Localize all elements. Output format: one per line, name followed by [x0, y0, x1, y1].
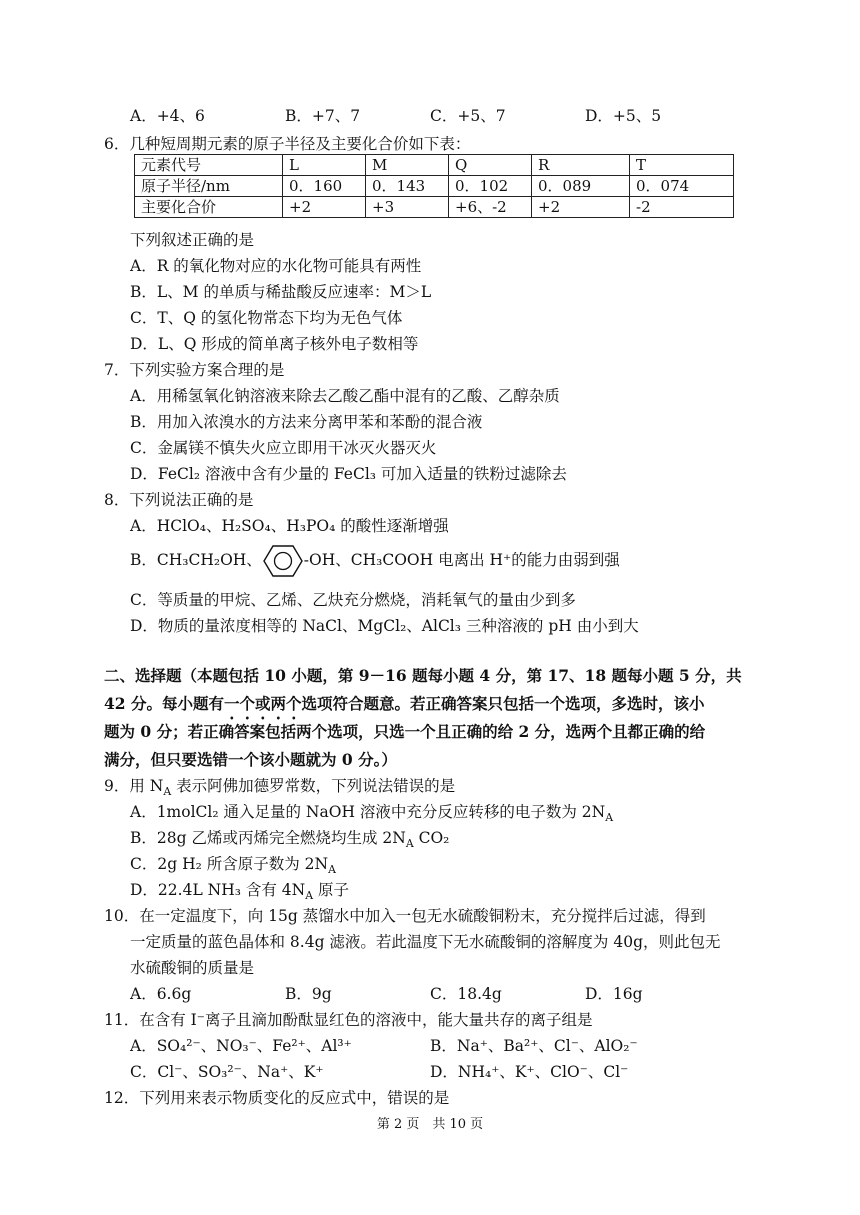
q10-options [130, 984, 643, 1004]
table-cell: L [283, 155, 366, 176]
q11-option-d: D．NH₄⁺、K⁺、ClO⁻、Cl⁻ [430, 1063, 629, 1081]
q9-option-c: C．2g H₂ 所含原子数为 $2N_A$ [130, 855, 336, 877]
q11-options-cd [130, 1062, 730, 1082]
table-cell: 0．160 [283, 176, 366, 197]
table-cell: R [532, 155, 630, 176]
table-cell: +6、-2 [449, 197, 532, 218]
table-cell: 元素代号 [135, 155, 283, 176]
q9-option-b: B．28g 乙烯或丙烯完全燃烧均生成 $2N_A$ CO₂ [130, 829, 450, 851]
q5-option-a: A．+4、6 [130, 107, 205, 125]
q8-option-d: D．物质的量浓度相等的 NaCl、MgCl₂、AlCl₃ 三种溶液的 pH 由小到大 [130, 617, 639, 635]
table-cell: 原子半径/nm [135, 176, 283, 197]
q8-option-c: C．等质量的甲烷、乙烯、乙炔充分燃烧，消耗氧气的量由少到多 [130, 591, 576, 609]
table-cell: 主要化合价 [135, 197, 283, 218]
q6-option-c: C．T、Q 的氢化物常态下均为无色气体 [130, 309, 403, 327]
q11-stem: 11．在含有 I⁻离子且滴加酚酞显红色的溶液中，能大量共存的离子组是 [104, 1011, 593, 1029]
q6-table [134, 154, 734, 218]
section2-line2 [104, 694, 705, 723]
table-cell: 0．143 [366, 176, 449, 197]
table-cell: +2 [532, 197, 630, 218]
q8-option-b-pre: B．CH₃CH₂OH、 [130, 551, 262, 569]
q7-option-c: C．金属镁不慎失火应立即用干冰灭火器灭火 [130, 439, 437, 457]
q5-options [130, 106, 661, 126]
q5-option-c: C．+5、7 [430, 107, 506, 125]
q8-option-b-post: -OH、CH₃COOH 电离出 H⁺的能力由弱到强 [303, 551, 620, 569]
section2-line2-a: 42 分。每小题有 [104, 694, 224, 713]
section2-line1: 二、选择题（本题包括 10 小题，第 9－16 题每小题 4 分，第 17、18 题每小题 5 分，共 [104, 666, 742, 685]
q7-option-a: A．用稀氢氧化钠溶液来除去乙酸乙酯中混有的乙酸、乙醇杂质 [130, 387, 560, 405]
table-cell: +2 [283, 197, 366, 218]
table-cell: Q [449, 155, 532, 176]
benzene-ring-icon [262, 544, 304, 578]
q10-option-c: C．18.4g [430, 985, 502, 1003]
q7-option-b: B．用加入浓溴水的方法来分离甲苯和苯酚的混合液 [130, 413, 483, 431]
table-cell: 0．074 [630, 176, 734, 197]
q8-option-b [130, 550, 620, 572]
q6-stem: 6．几种短周期元素的原子半径及主要化合价如下表： [104, 135, 471, 153]
table-row [135, 197, 734, 218]
q6-ask: 下列叙述正确的是 [130, 231, 255, 249]
q7-option-d: D．FeCl₂ 溶液中含有少量的 FeCl₃ 可加入适量的铁粉过滤除去 [130, 465, 567, 483]
table-cell: +3 [366, 197, 449, 218]
q7-stem: 7．下列实验方案合理的是 [104, 361, 285, 379]
table-cell: -2 [630, 197, 734, 218]
q10-option-b: B．9g [285, 985, 332, 1003]
table-row [135, 155, 734, 176]
q8-stem: 8．下列说法正确的是 [104, 491, 254, 509]
q5-option-b: B．+7、7 [285, 107, 361, 125]
q10-option-a: A．6.6g [130, 985, 192, 1003]
q10-line1: 10．在一定温度下，向 15g 蒸馏水中加入一包无水硫酸铜粉末，充分搅拌后过滤，得到 [104, 907, 706, 925]
section2-line4: 满分，但只要选错一个该小题就为 0 分。） [104, 750, 397, 769]
q8-option-a: A．HClO₄、H₂SO₄、H₃PO₄ 的酸性逐渐增强 [130, 517, 449, 535]
section2-line2-b: 选项符合题意。若正确答案只包括一个选项，多选时，该小 [301, 694, 705, 713]
q6-option-d: D．L、Q 形成的简单离子核外电子数相等 [130, 335, 419, 353]
q10-option-d: D．16g [585, 985, 643, 1003]
q9-option-d: D．22.4L NH₃ 含有 $4N_A$ 原子 [130, 881, 350, 903]
table-cell: T [630, 155, 734, 176]
q9-option-a: A．1molCl₂ 通入足量的 NaOH 溶液中充分反应转移的电子数为 $2N_A$ [130, 803, 614, 825]
q11-options-ab [130, 1036, 730, 1056]
section2-emphasis: 一个或两个 [223, 694, 302, 713]
q11-option-c: C．Cl⁻、SO₃²⁻、Na⁺、K⁺ [130, 1063, 324, 1081]
q11-option-b: B．Na⁺、Ba²⁺、Cl⁻、AlO₂⁻ [430, 1037, 638, 1055]
section2-line3: 题为 0 分；若正确答案包括两个选项，只选一个且正确的给 2 分，选两个且都正确的给 [104, 722, 706, 741]
q6-option-a: A．R 的氧化物对应的水化物可能具有两性 [130, 257, 422, 275]
q9-stem: 9．用 $N_A$ 表示阿佛加德罗常数，下列说法错误的是 [104, 777, 456, 799]
q10-line2: 一定质量的蓝色晶体和 8.4g 滤液。若此温度下无水硫酸铜的溶解度为 40g，则此包无 [130, 933, 721, 951]
table-cell: 0．089 [532, 176, 630, 197]
q10-line3: 水硫酸铜的质量是 [130, 959, 255, 977]
q5-option-d: D．+5、5 [585, 107, 662, 125]
q11-option-a: A．SO₄²⁻、NO₃⁻、Fe²⁺、Al³⁺ [130, 1037, 352, 1055]
page-footer: 第 2 页 共 10 页 [376, 1117, 484, 1132]
q12-stem: 12．下列用来表示物质变化的反应式中，错误的是 [104, 1089, 450, 1107]
q6-option-b: B．L、M 的单质与稀盐酸反应速率：M＞L [130, 283, 432, 301]
table-cell: 0．102 [449, 176, 532, 197]
table-row [135, 176, 734, 197]
table-cell: M [366, 155, 449, 176]
